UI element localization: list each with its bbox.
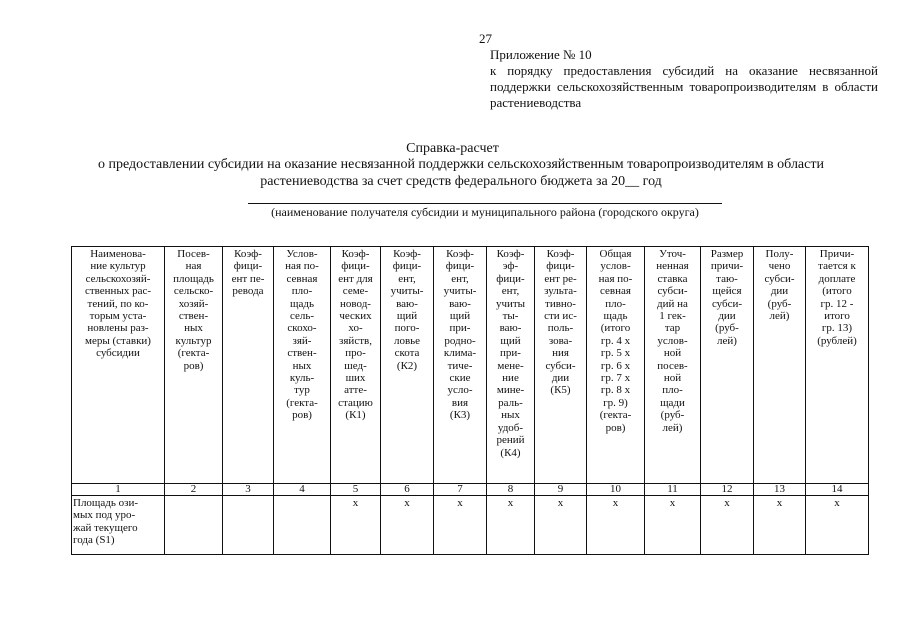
header-cell: Полу- чено субси- дии (руб- лей) xyxy=(754,247,806,484)
column-number: 12 xyxy=(701,484,754,496)
header-cell: Наименова- ние культур сельскохозяй- ственных рас- тений, по ко- торым уста- новлены раз- меры (ставки) субсидии xyxy=(72,247,165,484)
header-cell: Общая услов- ная по- севная пло- щадь (итого гр. 4 х гр. 5 х гр. 6 х гр. 7 х гр. 8 х гр. 9) (гекта- ров) xyxy=(587,247,645,484)
column-number: 14 xyxy=(806,484,869,496)
column-number: 10 xyxy=(587,484,645,496)
table-cell: х xyxy=(754,496,806,555)
document-title: Справка-расчет xyxy=(406,141,499,156)
column-number: 13 xyxy=(754,484,806,496)
header-cell: Услов- ная по- севная пло- щадь сель- скохо- зяй- ствен- ных куль- тур (гекта- ров) xyxy=(274,247,331,484)
header-cell: Коэф- фици- ент, учиты- ваю- щий пого- ловье скота (К2) xyxy=(381,247,434,484)
header-cell: Коэф- эф- фици- ент, учиты ты- ваю- щий при- мене- ние мине- раль- ных удоб- рений (К4) xyxy=(487,247,535,484)
column-number: 5 xyxy=(331,484,381,496)
header-cell: Посев- ная площадь сельско- хозяй- ствен- ных культур (гекта- ров) xyxy=(165,247,223,484)
page-number: 27 xyxy=(479,31,492,46)
column-number: 3 xyxy=(223,484,274,496)
table-cell: Площадь ози- мых под уро- жай текущего года (S1) xyxy=(72,496,165,555)
header-cell: Причи- тается к доплате (итого гр. 12 - итого гр. 13) (рублей) xyxy=(806,247,869,484)
header-row xyxy=(72,247,869,484)
appendix-block xyxy=(490,47,878,111)
table-cell: х xyxy=(806,496,869,555)
column-number: 4 xyxy=(274,484,331,496)
table-cell xyxy=(165,496,223,555)
table-cell: х xyxy=(587,496,645,555)
column-number: 11 xyxy=(645,484,701,496)
table-cell: х xyxy=(535,496,587,555)
column-number: 8 xyxy=(487,484,535,496)
table-cell: х xyxy=(701,496,754,555)
table-cell: х xyxy=(645,496,701,555)
table-cell: х xyxy=(487,496,535,555)
column-number: 1 xyxy=(72,484,165,496)
column-number-row xyxy=(72,484,869,496)
column-number: 2 xyxy=(165,484,223,496)
calculation-table xyxy=(71,246,869,555)
header-cell: Уточ- ненная ставка субси- дий на 1 гек- тар услов- ной посев- ной пло- щади (руб- лей) xyxy=(645,247,701,484)
table-row xyxy=(72,496,869,555)
table-cell: х xyxy=(381,496,434,555)
recipient-fill-line xyxy=(248,203,722,204)
document-subtitle: о предоставлении субсидии на оказание несвязанной поддержки сельскохозяйственным товаропроизводителям в области растениеводства за счет средств федерального бюджета за 20__ год xyxy=(98,157,824,189)
appendix-body: к порядку предоставления субсидий на оказание несвязанной поддержки сельскохозяйственным товаропроизводителям в области растениеводства xyxy=(490,63,878,110)
table-cell: х xyxy=(331,496,381,555)
column-number: 7 xyxy=(434,484,487,496)
table-cell: х xyxy=(434,496,487,555)
header-cell: Коэф- фици- ент, учиты- ваю- щий при- родно- клима- тиче- ские усло- вия (К3) xyxy=(434,247,487,484)
column-number: 9 xyxy=(535,484,587,496)
header-cell: Размер причи- таю- щейся субси- дии (руб- лей) xyxy=(701,247,754,484)
appendix-title: Приложение № 10 xyxy=(490,47,592,62)
table-cell xyxy=(223,496,274,555)
table-cell xyxy=(274,496,331,555)
header-cell: Коэф- фици- ент для семе- новод- ческих хо- зяйств, про- шед- ших атте- стацию (К1) xyxy=(331,247,381,484)
header-cell: Коэф- фици- ент ре- зульта- тивно- сти ис- поль- зова- ния субси- дии (К5) xyxy=(535,247,587,484)
header-cell: Коэф- фици- ент пе- ревода xyxy=(223,247,274,484)
column-number: 6 xyxy=(381,484,434,496)
recipient-caption: (наименование получателя субсидии и муниципального района (городского округа) xyxy=(271,205,699,219)
